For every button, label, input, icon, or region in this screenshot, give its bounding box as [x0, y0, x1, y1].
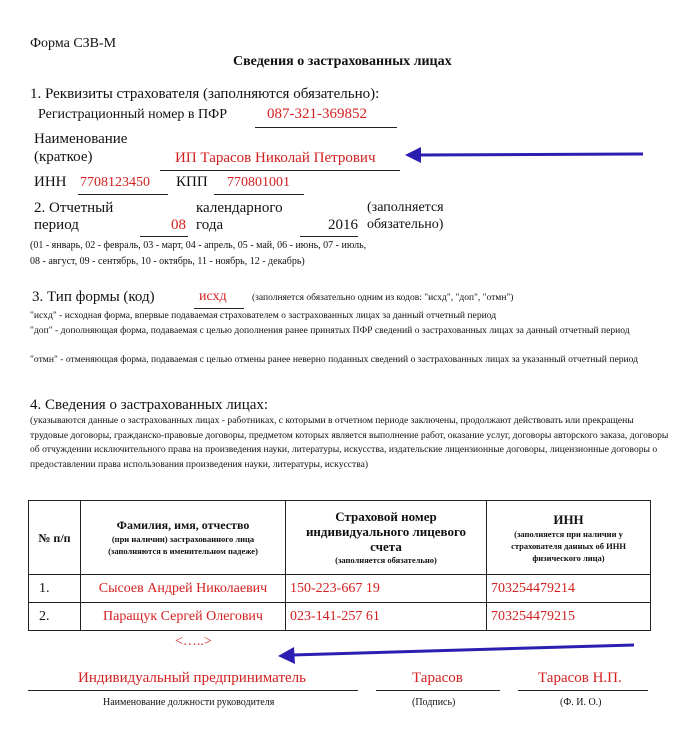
section4-heading: 4. Сведения о застрахованных лицах: — [30, 397, 269, 413]
form-type-desc-3: "отмн" - отменяющая форма, подаваемая с целью отмены ранее неверно поданных сведений о застрахованных лицах за указанный отчетный период — [30, 354, 639, 365]
reg-number-value: 087-321-369852 — [267, 106, 367, 122]
arrow-icon-signature — [278, 641, 638, 665]
table-header-row — [29, 501, 651, 575]
kpp-label: КПП — [176, 174, 208, 190]
position-underline — [28, 690, 358, 691]
period-month-value: 08 — [171, 217, 186, 233]
row-num: 1. — [29, 575, 81, 603]
table-continuation: <…..> — [175, 634, 212, 649]
insured-persons-table — [28, 500, 651, 631]
header-name: Фамилия, имя, отчество (при наличии) застрахованного лица (заполняются в именительном падеже) — [81, 501, 286, 575]
sign-label: (Подпись) — [412, 697, 456, 708]
period-label-2: период — [34, 217, 79, 233]
fio-label: (Ф. И. О.) — [560, 697, 602, 708]
sign-value: Тарасов — [412, 670, 463, 686]
row-name: Паращук Сергей Олегович — [81, 603, 286, 631]
fio-underline — [518, 690, 648, 691]
position-label: Наименование должности руководителя — [103, 697, 275, 708]
header-snils: Страховой номер индивидуального лицевого счета (заполняется обязательно) — [286, 501, 487, 575]
reg-number-label: Регистрационный номер в ПФР — [38, 107, 227, 122]
period-note-2: обязательно) — [367, 217, 444, 232]
form-type-value: исхд — [199, 289, 227, 304]
table-row — [29, 575, 651, 603]
calendar-label-1: календарного — [196, 200, 283, 216]
form-type-label: 3. Тип формы (код) — [32, 289, 155, 305]
inn-value: 7708123450 — [80, 175, 150, 190]
page-title: Сведения о застрахованных лицах — [233, 54, 452, 69]
row-inn: 703254479215 — [487, 603, 651, 631]
name-label-2: (краткое) — [34, 149, 93, 165]
table-row — [29, 603, 651, 631]
months-legend-1: (01 - январь, 02 - февраль, 03 - март, 04 - апрель, 05 - май, 06 - июнь, 07 - июль, — [30, 240, 367, 251]
form-type-desc-2: "доп" - дополняющая форма, подаваемая с целью дополнения ранее принятых ПФР сведений о застрахованных лицах за данный отчетный период — [30, 325, 630, 336]
arrow-icon-name — [405, 146, 645, 164]
section4-desc: (указываются данные о застрахованных лицах - работниках, с которыми в отчетном периоде заключены, продолжают действовать или прекращены трудовые договоры, гражданско-правовые договоры, предметом которых является выполнение работ, оказание услуг, договоры авторского заказа, договоры об отчуждении исключительного права на произведения науки, литературы, искусства, издательские лицензионные договоры, лицензионные договоры о предоставлении права использования произведения науки, литературы, искусства) — [30, 415, 669, 470]
form-code: Форма СЗВ-М — [30, 36, 117, 51]
position-value: Индивидуальный предприниматель — [78, 670, 306, 686]
kpp-value: 770801001 — [227, 175, 290, 190]
reg-number-underline — [255, 127, 397, 128]
inn-label: ИНН — [34, 174, 67, 190]
calendar-label-2: года — [196, 217, 224, 233]
row-inn: 703254479214 — [487, 575, 651, 603]
name-label-1: Наименование — [34, 131, 128, 147]
year-underline — [300, 236, 358, 237]
form-type-desc-1: "исхд" - исходная форма, впервые подаваемая страхователем о застрахованных лицах за данный отчетный период — [30, 310, 497, 321]
fio-value: Тарасов Н.П. — [538, 670, 622, 686]
section1-heading: 1. Реквизиты страхователя (заполняются обязательно): — [30, 86, 380, 102]
sign-underline — [376, 690, 500, 691]
header-num: № п/п — [29, 501, 81, 575]
year-value: 2016 — [328, 217, 358, 233]
row-snils: 150-223-667 19 — [286, 575, 487, 603]
row-num: 2. — [29, 603, 81, 631]
insurer-name-underline — [160, 170, 400, 171]
header-inn: ИНН (заполняется при наличии у страхователя данных об ИНН физического лица) — [487, 501, 651, 575]
inn-underline — [78, 194, 168, 195]
row-name: Сысоев Андрей Николаевич — [81, 575, 286, 603]
period-label-1: 2. Отчетный — [34, 200, 114, 216]
months-legend-2: 08 - август, 09 - сентябрь, 10 - октябрь, 11 - ноябрь, 12 - декабрь) — [30, 256, 305, 267]
row-snils: 023-141-257 61 — [286, 603, 487, 631]
form-type-hint: (заполняется обязательно одним из кодов: "исхд", "доп", "отмн") — [252, 293, 514, 303]
month-underline — [140, 236, 188, 237]
kpp-underline — [214, 194, 304, 195]
period-note-1: (заполняется — [367, 200, 444, 215]
insurer-name-value: ИП Тарасов Николай Петрович — [175, 150, 376, 166]
